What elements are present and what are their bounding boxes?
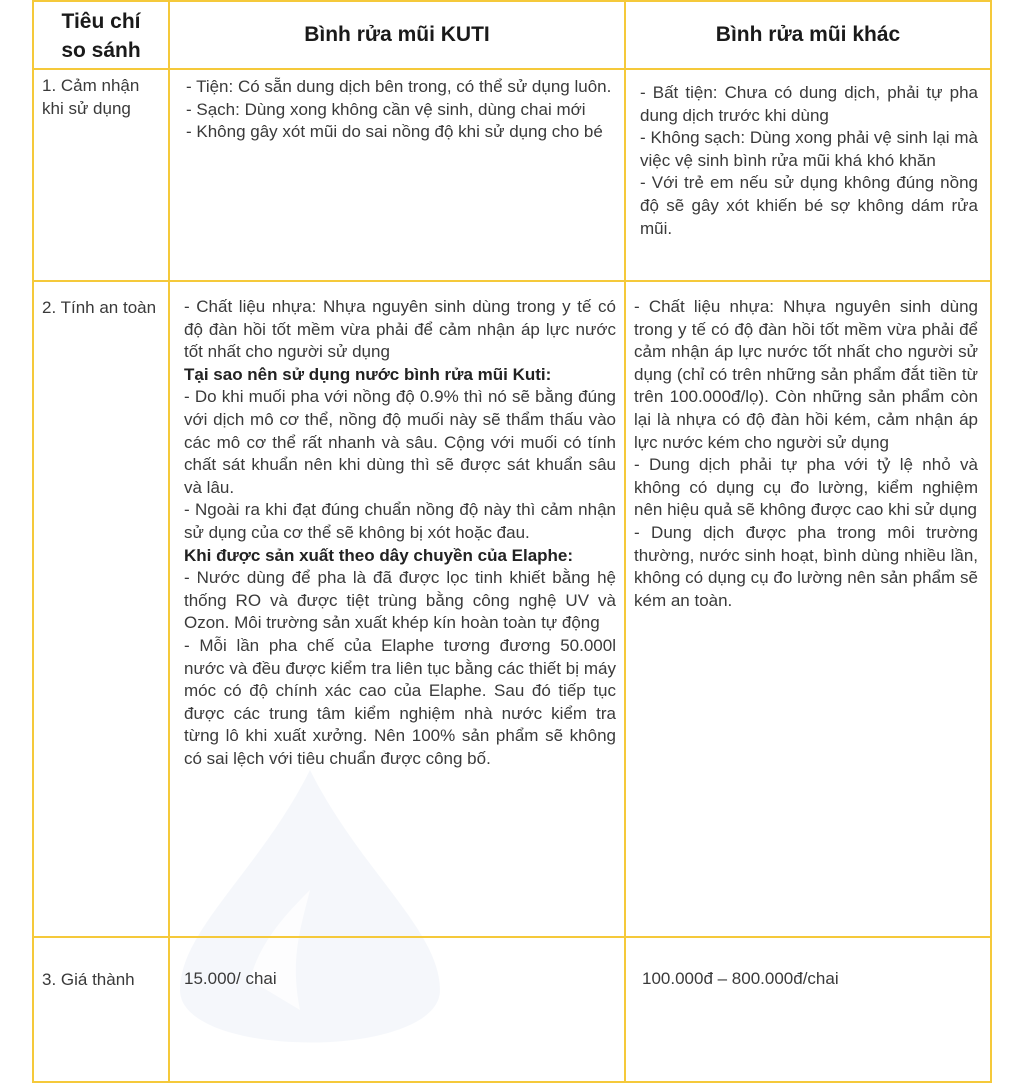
other-cell [625, 281, 991, 937]
criteria-header-line2: so sánh [61, 39, 141, 62]
kuti-cell [169, 281, 625, 937]
cell-paragraph: - Do khi muối pha với nồng độ 0.9% thì nó sẽ bằng đúng với dịch mô cơ thể, nồng độ muối này sẽ thẩm thấu vào các mô cơ thể rất nhanh và sâu. Cộng với muối có tính chất sát khuẩn nên khi dùng thì sẽ được sát khuẩn sâu và lâu. [184, 387, 616, 497]
criteria-header-line1: Tiêu chí [61, 10, 141, 33]
cell-paragraph: - Dung dịch phải tự pha với tỷ lệ nhỏ và không có dụng cụ đo lường, kiểm nghiệm nên hiệu quả sẽ không được cao khi sử dụng [634, 455, 978, 520]
cell-paragraph: - Mỗi lần pha chế của Elaphe tương đương 50.000l nước và đều được kiểm tra liên tục bằng các thiết bị máy móc có độ chính xác cao của Elaphe. Sau đó tiếp tục được các trung tâm kiểm nghiệm nhà nước kiểm tra từng lô khi xuất xưởng. Nên 100% sản phẩm sẽ không có sai lệch với tiêu chuẩn được công bố. [184, 635, 616, 768]
cell-paragraph: - Với trẻ em nếu sử dụng không đúng nồng độ sẽ gây xót khiến bé sợ không dám rửa mũi. [640, 173, 978, 238]
cell-paragraph: - Chất liệu nhựa: Nhựa nguyên sinh dùng trong y tế có độ đàn hồi tốt mềm vừa phải để cảm nhận áp lực nước tốt nhất cho người sử dụng [184, 297, 616, 362]
cell-paragraph: - Bất tiện: Chưa có dung dịch, phải tự pha dung dịch trước khi dùng [640, 83, 978, 125]
kuti-header: Bình rửa mũi KUTI [169, 1, 625, 69]
header-row [33, 1, 991, 69]
cell-paragraph: - Tiện: Có sẵn dung dịch bên trong, có thể sử dụng luôn. [186, 77, 612, 96]
price-text: 15.000/ chai [184, 969, 277, 988]
criterion-cell [33, 281, 169, 937]
other-header: Bình rửa mũi khác [625, 1, 991, 69]
kuti-cell [169, 69, 625, 281]
other-cell [625, 69, 991, 281]
price-text: 100.000đ – 800.000đ/chai [642, 969, 839, 988]
other-price-cell [625, 937, 991, 1082]
cell-paragraph: - Sạch: Dùng xong không cần vệ sinh, dùng chai mới [186, 99, 586, 119]
criterion-cell [33, 937, 169, 1082]
cell-paragraph: - Ngoài ra khi đạt đúng chuẩn nồng độ này thì cảm nhận sử dụng của cơ thể sẽ không bị xót hoặc đau. [184, 500, 616, 542]
table-row [33, 281, 991, 937]
criterion-text: 3. Giá thành [42, 970, 135, 989]
criterion-text: 1. Cảm nhận khi sử dụng [42, 76, 140, 118]
criterion-cell [33, 69, 169, 281]
kuti-price-cell [169, 937, 625, 1082]
cell-paragraph: - Không sạch: Dùng xong phải vệ sinh lại mà việc vệ sinh bình rửa mũi khá khó khăn [640, 128, 978, 170]
criteria-header [33, 1, 169, 69]
comparison-table [32, 0, 992, 1083]
table-row [33, 69, 991, 281]
cell-paragraph: - Nước dùng để pha là đã được lọc tinh khiết bằng hệ thống RO và được tiệt trùng bằng công nghệ UV và Ozon. Môi trường sản xuất khép kín hoàn toàn tự động [184, 568, 616, 633]
criterion-text: 2. Tính an toàn [42, 298, 157, 317]
cell-paragraph: - Chất liệu nhựa: Nhựa nguyên sinh dùng trong y tế có độ đàn hồi tốt mềm vừa phải để cảm nhận áp lực nước tốt nhất cho người sử dụng (chỉ có trên những sản phẩm đắt tiền từ trên 100.000đ/lọ). Còn những sản phẩm còn lại là nhựa có độ đàn hồi kém, cảm nhận áp lực nước kém cho người sử dụng [634, 297, 978, 452]
cell-heading: Tại sao nên sử dụng nước bình rửa mũi Kuti: [184, 364, 552, 384]
cell-paragraph: - Không gây xót mũi do sai nồng độ khi sử dụng cho bé [186, 122, 603, 142]
cell-paragraph: - Dung dịch được pha trong môi trường thường, nước sinh hoạt, bình dùng nhiều lần, không có dụng cụ đo lường nên sản phẩm sẽ kém an toàn. [634, 522, 978, 610]
cell-heading: Khi được sản xuất theo dây chuyền của Elaphe: [184, 545, 574, 565]
table-row [33, 937, 991, 1082]
